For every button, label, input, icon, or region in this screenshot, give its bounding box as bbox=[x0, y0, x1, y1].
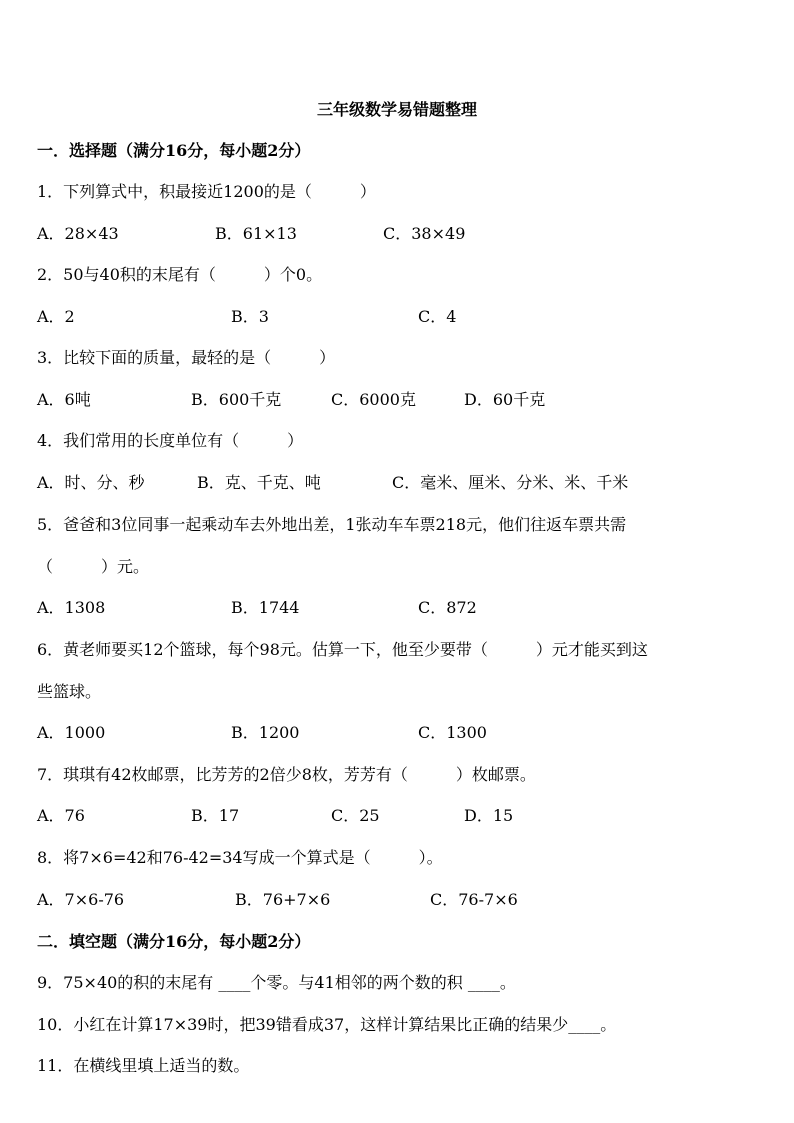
question-2-option-b: B．3 bbox=[231, 307, 269, 326]
question-7-stem: 7．琪琪有42枚邮票，比芳芳的2倍少8枚，芳芳有（ ）枚邮票。 bbox=[37, 765, 536, 784]
question-3-option-b: B．600千克 bbox=[191, 390, 282, 409]
question-8-option-b: B．76+7×6 bbox=[235, 890, 331, 909]
question-8-option-a: A．7×6-76 bbox=[37, 890, 125, 909]
question-4-option-b: B．克、千克、吨 bbox=[197, 473, 321, 492]
question-1-option-c: C．38×49 bbox=[383, 224, 466, 243]
question-10-stem: 10．小红在计算17×39时，把39错看成37，这样计算结果比正确的结果少____。 bbox=[37, 1015, 617, 1034]
question-5-option-b: B．1744 bbox=[231, 598, 300, 617]
question-7-option-a: A．76 bbox=[37, 806, 85, 825]
question-6-stem-line-2: 些篮球。 bbox=[37, 682, 102, 701]
question-7-option-b: B．17 bbox=[191, 806, 240, 825]
question-4-option-c: C．毫米、厘米、分米、米、千米 bbox=[392, 473, 629, 492]
question-5-stem-line-2: （ ）元。 bbox=[37, 557, 150, 576]
question-7-option-c: C．25 bbox=[331, 806, 380, 825]
question-8-stem: 8．将7×6=42和76-42=34写成一个算式是（ ）。 bbox=[37, 848, 443, 867]
question-6-stem-line-1: 6．黄老师要买12个篮球，每个98元。估算一下，他至少要带（ ）元才能买到这 bbox=[37, 640, 648, 659]
question-2-stem: 2．50与40积的末尾有（ ）个0。 bbox=[37, 265, 323, 284]
question-1-option-a: A．28×43 bbox=[37, 224, 119, 243]
question-3-option-c: C．6000克 bbox=[331, 390, 416, 409]
page-title: 三年级数学易错题整理 bbox=[316, 100, 477, 119]
question-3-option-d: D．60千克 bbox=[464, 390, 546, 409]
section-heading-multiple-choice: 一．选择题（满分16分，每小题2分） bbox=[37, 141, 311, 160]
question-4-stem: 4．我们常用的长度单位有（ ） bbox=[37, 431, 304, 450]
question-1-option-b: B．61×13 bbox=[215, 224, 297, 243]
question-7-option-d: D．15 bbox=[464, 806, 514, 825]
question-5-option-a: A．1308 bbox=[37, 598, 106, 617]
question-3-option-a: A．6吨 bbox=[37, 390, 91, 409]
question-5-stem-line-1: 5．爸爸和3位同事一起乘动车去外地出差，1张动车车票218元，他们往返车票共需 bbox=[37, 515, 627, 534]
question-6-option-c: C．1300 bbox=[418, 723, 487, 742]
question-5-option-c: C．872 bbox=[418, 598, 477, 617]
question-8-option-c: C．76-7×6 bbox=[430, 890, 518, 909]
question-9-stem: 9．75×40的积的末尾有 ____个零。与41相邻的两个数的积 ____。 bbox=[37, 973, 516, 992]
section-heading-fill-in: 二．填空题（满分16分，每小题2分） bbox=[37, 932, 311, 951]
question-6-option-b: B．1200 bbox=[231, 723, 300, 742]
question-2-option-a: A．2 bbox=[37, 307, 75, 326]
question-1-stem: 1．下列算式中，积最接近1200的是（ ） bbox=[37, 182, 376, 201]
question-2-option-c: C．4 bbox=[418, 307, 457, 326]
question-3-stem: 3．比较下面的质量，最轻的是（ ） bbox=[37, 348, 336, 367]
question-4-option-a: A．时、分、秒 bbox=[37, 473, 145, 492]
question-11-stem: 11．在横线里填上适当的数。 bbox=[37, 1056, 250, 1075]
question-6-option-a: A．1000 bbox=[37, 723, 106, 742]
